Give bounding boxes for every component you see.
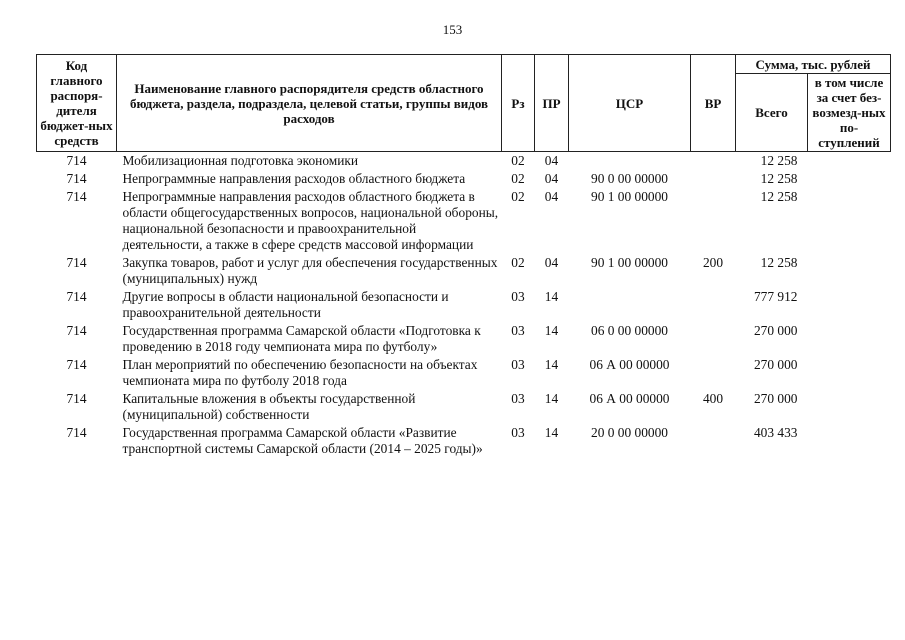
table-row: [37, 424, 891, 458]
cell-csr: 90 1 00 00000: [591, 189, 668, 204]
cell-vr: [691, 170, 736, 188]
cell-rz: 03: [511, 357, 525, 372]
table-row: [37, 356, 891, 390]
cell-csr: [569, 288, 691, 322]
cell-total: 403 433: [753, 425, 798, 440]
cell-name: Государственная программа Самарской области «Подготовка к проведению в 2018 году чемпионата мира по футболу»: [122, 323, 481, 354]
table-row: [37, 288, 891, 322]
cell-free: [808, 322, 891, 356]
cell-pr: 14: [544, 425, 559, 440]
cell-vr: [691, 188, 736, 254]
cell-vr: 400: [702, 391, 724, 406]
header-free: в том числе за счет без-возмезд-ных по-ступлений: [808, 74, 891, 152]
cell-csr: 20 0 00 00000: [591, 425, 668, 440]
header-csr: ЦСР: [569, 55, 691, 152]
cell-rz: 03: [511, 289, 525, 304]
table-body: [37, 152, 891, 459]
header-sum: Сумма, тыс. рублей: [736, 55, 891, 74]
header-vr: ВР: [691, 55, 736, 152]
cell-csr: 06 А 00 00000: [589, 357, 670, 372]
budget-table: [36, 54, 891, 458]
cell-csr: 90 0 00 00000: [591, 171, 668, 186]
header-name: Наименование главного распорядителя средств областного бюджета, раздела, подраздела, целевой статьи, группы видов расходов: [117, 55, 502, 152]
cell-name: План мероприятий по обеспечению безопасности на объектах чемпионата мира по футболу 2018 года: [122, 357, 478, 388]
cell-total: 12 258: [760, 153, 798, 168]
cell-free: [808, 188, 891, 254]
cell-code: 714: [66, 189, 87, 204]
header-total: Всего: [736, 74, 808, 152]
cell-code: 714: [66, 425, 87, 440]
cell-code: 714: [66, 289, 87, 304]
cell-free: [808, 152, 891, 171]
cell-pr: 04: [544, 189, 559, 204]
cell-code: 714: [66, 171, 87, 186]
cell-name: Непрограммные направления расходов областного бюджета: [122, 171, 466, 186]
cell-pr: 04: [544, 255, 559, 270]
cell-total: 12 258: [760, 171, 798, 186]
cell-code: 714: [66, 391, 87, 406]
cell-csr: 06 А 00 00000: [589, 391, 670, 406]
cell-total: 270 000: [753, 357, 798, 372]
cell-vr: [691, 288, 736, 322]
cell-csr: [569, 152, 691, 171]
cell-free: [808, 254, 891, 288]
cell-code: 714: [66, 255, 87, 270]
cell-pr: 14: [544, 357, 559, 372]
cell-rz: 03: [511, 323, 525, 338]
cell-vr: [691, 322, 736, 356]
cell-name: Другие вопросы в области национальной безопасности и правоохранительной деятельности: [122, 289, 449, 320]
cell-pr: 04: [544, 153, 559, 168]
table-row: [37, 170, 891, 188]
cell-vr: 200: [702, 255, 724, 270]
page-number: 153: [442, 22, 463, 37]
header-rz: Рз: [502, 55, 535, 152]
cell-name: Закупка товаров, работ и услуг для обеспечения государственных (муниципальных) нужд: [122, 255, 498, 286]
header-code: Код главного распоря-дителя бюджет-ных средств: [37, 55, 117, 152]
cell-free: [808, 170, 891, 188]
cell-total: 270 000: [753, 323, 798, 338]
cell-rz: 02: [511, 153, 525, 168]
cell-total: 12 258: [760, 189, 798, 204]
cell-name: Непрограммные направления расходов областного бюджета в области общегосударственных вопросов, национальной обороны, национальной безопасности и правоохранительной деятельности, а также в сфере средств массовой информации: [122, 189, 499, 252]
cell-name: Государственная программа Самарской области «Развитие транспортной системы Самарской области (2014 – 2025 годы)»: [122, 425, 483, 456]
table-row: [37, 254, 891, 288]
cell-code: 714: [66, 323, 87, 338]
cell-pr: 14: [544, 323, 559, 338]
cell-total: 270 000: [753, 391, 798, 406]
cell-name: Капитальные вложения в объекты государственной (муниципальной) собственности: [122, 391, 416, 422]
cell-pr: 14: [544, 391, 559, 406]
cell-vr: [691, 424, 736, 458]
cell-free: [808, 424, 891, 458]
cell-free: [808, 356, 891, 390]
cell-rz: 03: [511, 391, 525, 406]
cell-pr: 04: [544, 171, 559, 186]
cell-code: 714: [66, 357, 87, 372]
cell-vr: [691, 152, 736, 171]
cell-total: 12 258: [760, 255, 798, 270]
cell-free: [808, 390, 891, 424]
table-header: [37, 55, 891, 152]
cell-vr: [691, 356, 736, 390]
cell-csr: 06 0 00 00000: [591, 323, 668, 338]
cell-pr: 14: [544, 289, 559, 304]
cell-name: Мобилизационная подготовка экономики: [122, 153, 359, 168]
cell-rz: 02: [511, 189, 525, 204]
cell-free: [808, 288, 891, 322]
cell-code: 714: [66, 153, 87, 168]
cell-rz: 02: [511, 255, 525, 270]
cell-rz: 03: [511, 425, 525, 440]
table-row: [37, 390, 891, 424]
table-row: [37, 152, 891, 171]
table-row: [37, 188, 891, 254]
header-pr: ПР: [535, 55, 569, 152]
cell-total: 777 912: [753, 289, 798, 304]
cell-rz: 02: [511, 171, 525, 186]
table-row: [37, 322, 891, 356]
cell-csr: 90 1 00 00000: [591, 255, 668, 270]
